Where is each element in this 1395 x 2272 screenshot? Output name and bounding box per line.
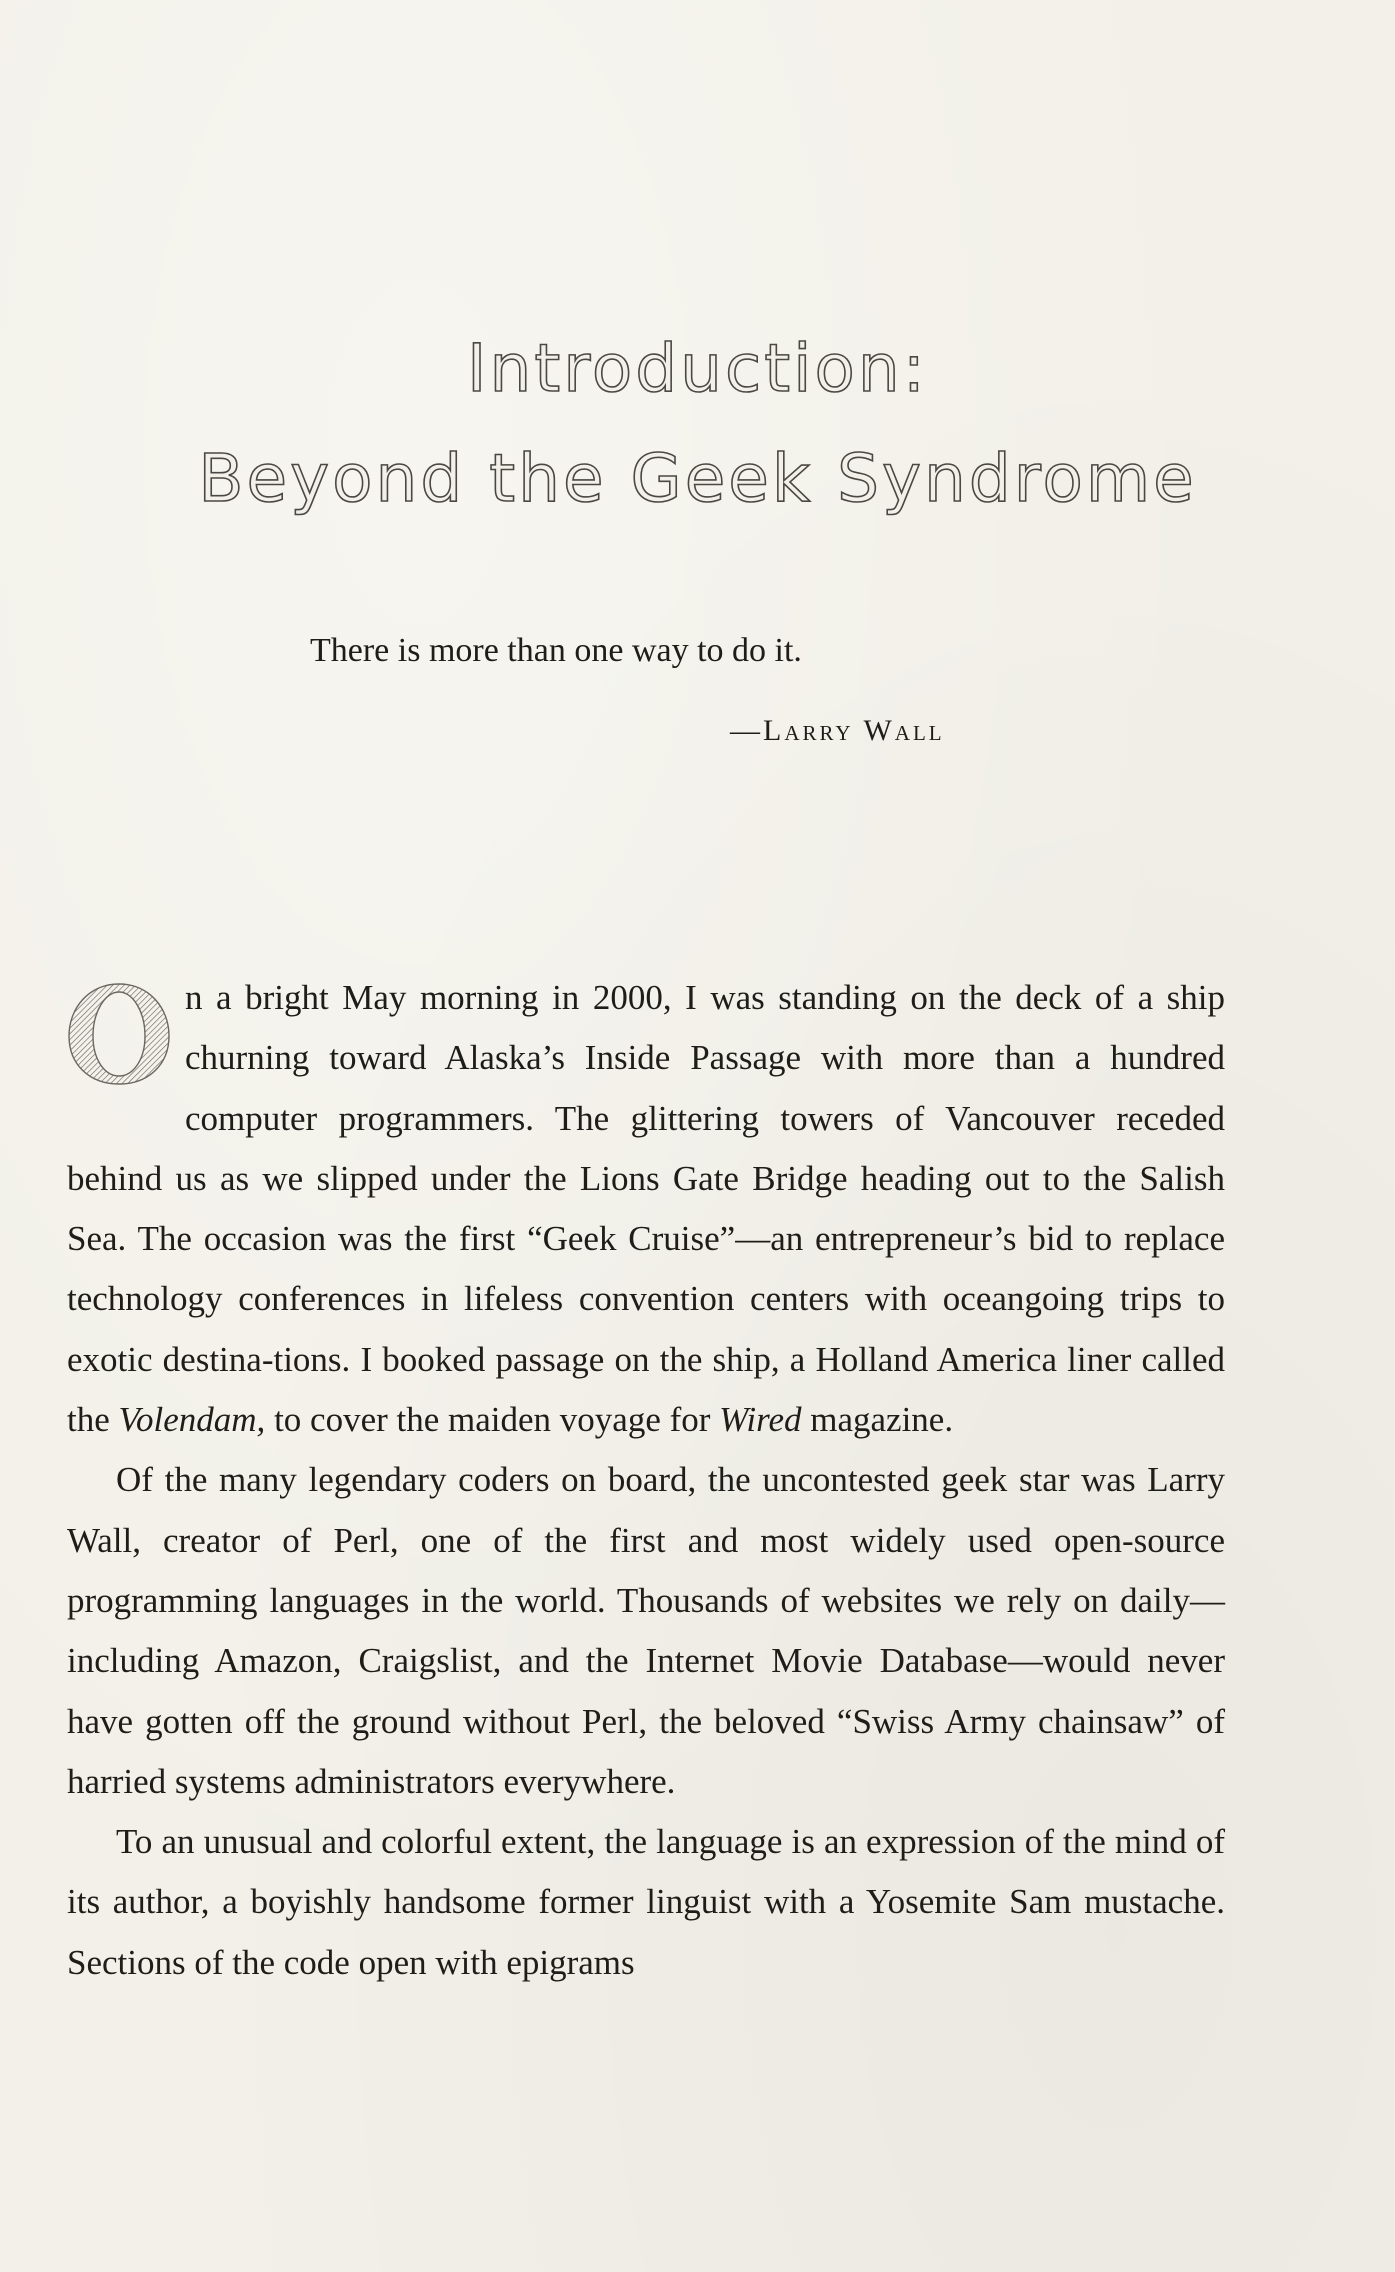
ship-name: Volendam,: [118, 1400, 266, 1440]
paragraph-1-mid: to cover the maiden voyage for: [265, 1400, 720, 1440]
epigraph-quote: There is more than one way to do it.: [310, 632, 802, 669]
drop-cap-o-glyph: [63, 978, 175, 1090]
magazine-name: Wired: [719, 1400, 802, 1440]
paragraph-2: Of the many legendary coders on board, the uncontested geek star was Larry Wall, creator of Perl, one of the first and most widely used open-source programming languages in the world. Thousands of websites we rely on daily—including Amazon, Craigslist, and the Internet Movie Database—would never have gotten off the ground without Perl, the beloved “Swiss Army chainsaw” of harried systems administrators everywhere.: [67, 1460, 1225, 1801]
epigraph-attribution: —Larry Wall: [730, 714, 945, 747]
paragraph-1-end: magazine.: [801, 1400, 954, 1440]
paragraph-3: To an unusual and colorful extent, the language is an expression of the mind of its author, a boyishly handsome former linguist with a Yosemite Sam mustache. Sections of the code open with epigrams: [67, 1822, 1225, 1982]
paragraph-1: [67, 968, 1225, 1450]
drop-cap: [63, 978, 175, 1090]
paragraph-1-start: n a bright May morning in 2000, I was standing on the deck of a ship churning toward Alaska’s Inside Passage with more than a hundred computer programmers. The glittering towers of Vancouver receded behind us as we slipped under the Lions Gate Bridge heading out to the Salish Sea. The occasion was the first “Geek Cruise”—an entrepreneur’s bid to replace technology conferences in lifeless convention centers with oceangoing trips to exotic destina-tions. I booked passage on the ship, a Holland America liner called the: [67, 978, 1225, 1440]
chapter-title-line-1: Introduction:: [467, 330, 928, 408]
chapter-title-line-2: Beyond the Geek Syndrome: [198, 440, 1197, 518]
body-text: [67, 968, 1225, 1993]
chapter-title: [0, 314, 1395, 534]
